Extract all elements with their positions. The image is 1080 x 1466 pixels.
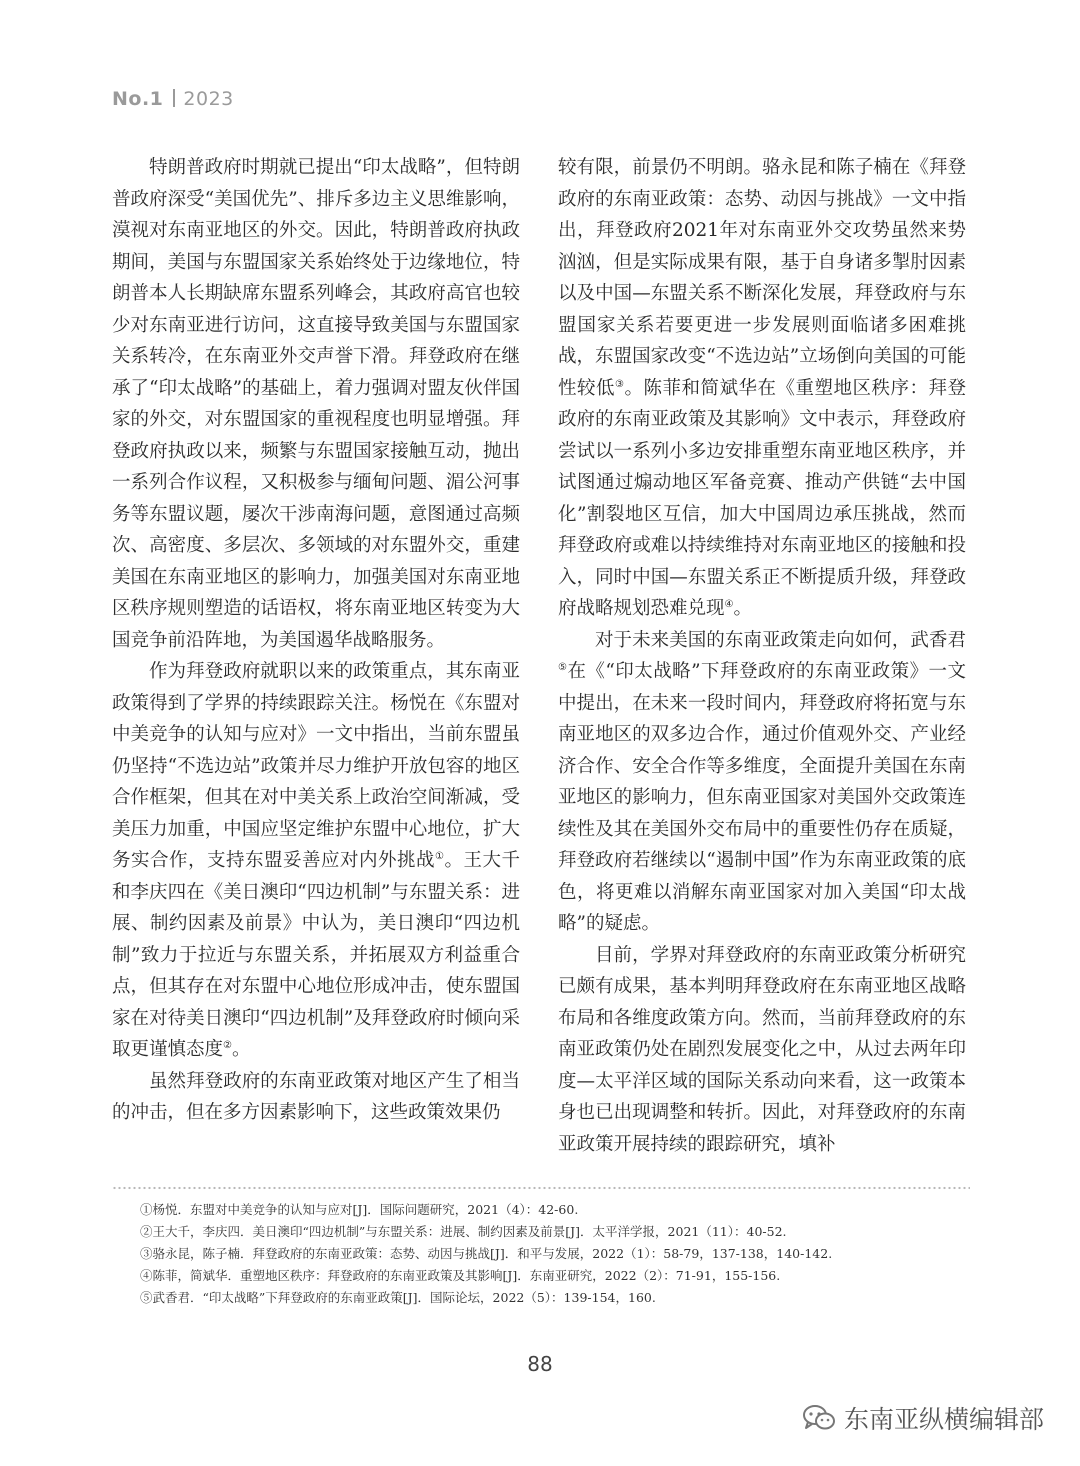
footnote-5: ⑤武香君．“印太战略”下拜登政府的东南亚政策[J]．国际论坛，2022（5）：139-154，160. [140,1290,656,1305]
footnote-ref-3[interactable]: ③ [615,378,625,390]
paragraph-5: 目前，学界对拜登政府的东南亚政策分析研究已颇有成果，基本判明拜登政府在东南亚地区战略布局和各维度政策方向。然而，当前拜登政府的东南亚政策仍处在剧烈发展变化之中，从过去两年印度—太平洋区域的国际关系动向来看，这一政策本身也已出现调整和转折。因此，对拜登政府的东南亚政策开展持续的跟踪研究，填补 [558,944,966,1155]
paragraph-4 [558,625,966,940]
footnote-ref-5[interactable]: ⑤ [558,662,568,673]
footnote-divider [112,1186,970,1190]
running-header [112,88,234,110]
footnote-2: ②王大千，李庆四．美日澳印“四边机制”与东盟关系：进展、制约因素及前景[J]．太平洋学报，2021（11）：40-52. [140,1224,787,1239]
paragraph-2-text-c: 。 [231,1039,251,1060]
footnotes [140,1199,970,1309]
footnote-ref-1[interactable]: ① [435,851,445,862]
paragraph-3-text-b: 较有限，前景仍不明朗。骆永昆和陈子楠在《拜登政府的东南亚政策：态势、动因与挑战》一文中指出，拜登政府2021年对东南亚外交攻势虽然来势汹汹，但是实际成果有限，基于自身诸多掣肘因素以及中国—东盟关系不断深化发展，拜登政府与东盟国家关系若要更进一步发展则面临诸多困难挑战，东盟国家改变“不选边站”立场倒向美国的可能性较低 [558,157,966,399]
paragraph-3-start: 虽然拜登政府的东南亚政策对地区产生了相当的冲击，但在多方因素影响下，这些政策效果仍 [112,1070,520,1123]
paragraph-1: 特朗普政府时期就已提出“印太战略”，但特朗普政府深受“美国优先”、排斥多边主义思维影响，漠视对东南亚地区的外交。因此，特朗普政府执政期间，美国与东盟国家关系始终处于边缘地位，特朗普本人长期缺席东盟系列峰会，其政府高官也较少对东南亚进行访问，这直接导致美国与东盟国家关系转冷，在东南亚外交声誉下滑。拜登政府在继承了“印太战略”的基础上，着力强调对盟友伙伴国家的外交，对东盟国家的重视程度也明显增强。拜登政府执政以来，频繁与东盟国家接触互动，抛出一系列合作议程，又积极参与缅甸问题、湄公河事务等东盟议题，屡次干涉南海问题，意图通过高频次、高密度、多层次、多领域的对东盟外交，重建美国在东南亚地区的影响力，加强美国对东南亚地区秩序规则塑造的话语权，将东南亚地区转变为大国竞争前沿阵地，为美国遏华战略服务。 [112,157,520,651]
left-column [112,152,520,1129]
footnote-1: ①杨悦．东盟对中美竞争的认知与应对[J]．国际问题研究，2021（4）：42-60. [140,1202,579,1217]
paragraph-4-text-b: 在《“印太战略”下拜登政府的东南亚政策》一文中提出，在未来一段时间内，拜登政府将拓宽与东南亚地区的双多边合作，通过价值观外交、产业经济合作、安全合作等多维度，全面提升美国在东南亚地区的影响力，但东南亚国家对美国外交政策连续性及其在美国外交布局中的重要性仍存在质疑，拜登政府若继续以“遏制中国”作为东南亚政策的底色，将更难以消解东南亚国家对加入美国“印太战略”的疑虑。 [558,661,967,934]
footnote-4: ④陈菲，简斌华．重塑地区秩序：拜登政府的东南亚政策及其影响[J]．东南亚研究，2022（2）：71-91，155-156. [140,1268,781,1283]
paragraph-4-text-a: 对于未来美国的东南亚政策走向如何，武香君 [595,629,966,651]
page-number: 88 [527,1352,553,1376]
right-column [558,152,966,1160]
watermark-text: 东南亚纵横编辑部 [843,1405,1044,1434]
paragraph-3-continued [558,152,966,625]
wechat-icon [802,1403,836,1433]
header-divider [173,89,175,107]
issue-number: No.1 [112,88,164,110]
paragraph-2-text-a: 作为拜登政府就职以来的政策重点，其东南亚政策得到了学界的持续跟踪关注。杨悦在《东盟对中美竞争的认知与应对》一文中指出，当前东盟虽仍坚持“不选边站”政策并尽力维护开放包容的地区合作框架，但其在对中美关系上政治空间渐减，受美压力加重，中国应坚定维护东盟中心地位，扩大务实合作，支持东盟妥善应对内外挑战 [112,661,520,871]
paragraph-2-text-b: 。王大千和李庆四在《美日澳印“四边机制”与东盟关系：进展、制约因素及前景》中认为，美日澳印“四边机制”致力于拉近与东盟关系，并拓展双方利益重合点，但其存在对东盟中心地位形成冲击，使东盟国家在对待美日澳印“四边机制”及拜登政府时倾向采取更谨慎态度 [112,850,520,1060]
footnote-3: ③骆永昆，陈子楠．拜登政府的东南亚政策：态势、动因与挑战[J]．和平与发展，2022（1）：58-79，137-138，140-142. [140,1246,833,1261]
issue-year: 2023 [183,88,234,110]
paragraph-2 [112,656,520,1066]
paragraph-3-text-d: 。 [733,598,752,619]
watermark [802,1400,1044,1436]
footnote-ref-2[interactable]: ② [223,1040,232,1051]
footnote-ref-4[interactable]: ④ [724,599,734,610]
paragraph-3-text-c: 。陈菲和简斌华在《重塑地区秩序：拜登政府的东南亚政策及其影响》文中表示，拜登政府尝试以一系列小多边安排重塑东南亚地区秩序，并试图通过煽动地区军备竞赛、推动产供链“去中国化”割裂地区互信，加大中国周边承压挑战，然而拜登政府或难以持续维持对东南亚地区的接触和投入，同时中国—东盟关系正不断提质升级，拜登政府战略规划恐难兑现 [558,377,966,619]
